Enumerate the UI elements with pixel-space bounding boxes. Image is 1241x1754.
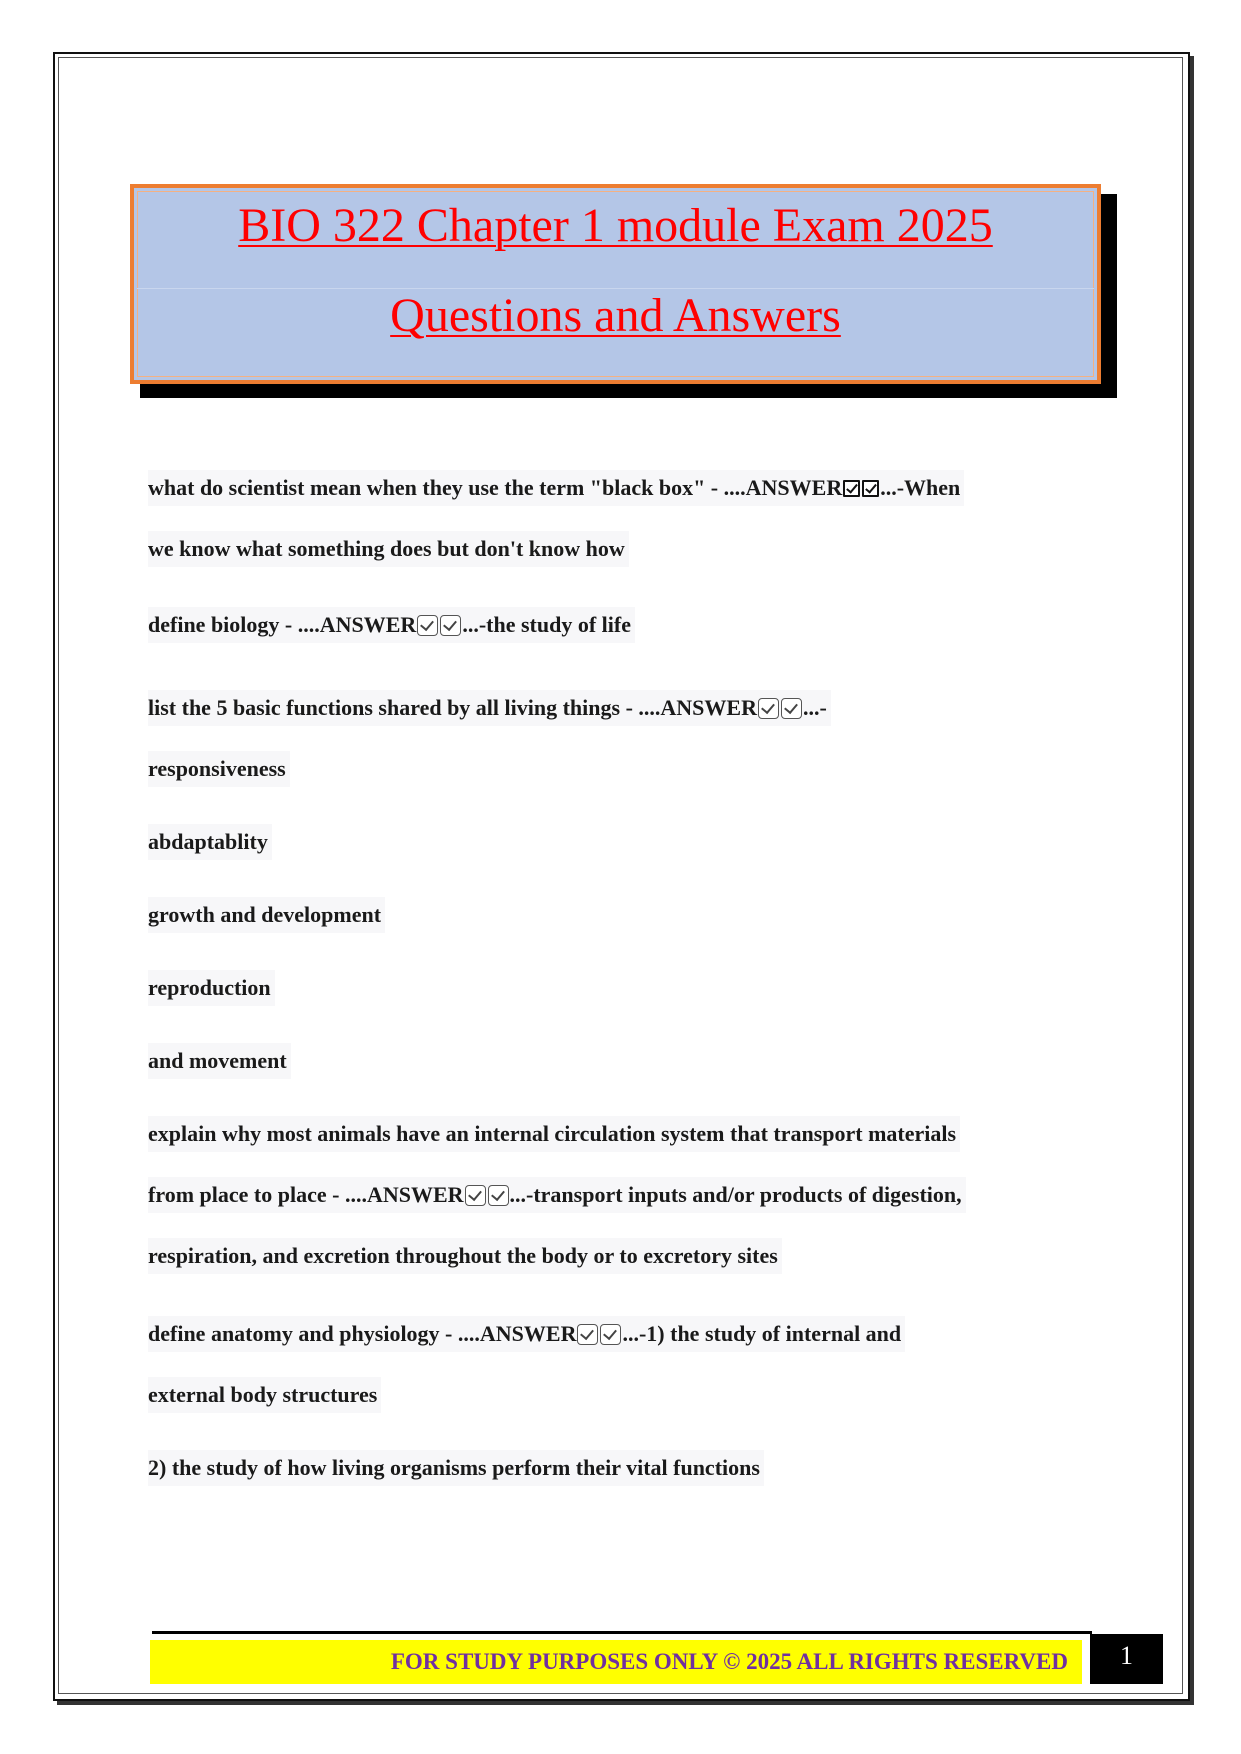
title-line-2: Questions and Answers [390,289,841,342]
check-icon [440,615,461,636]
qa-answer-text: ...-When [880,475,961,500]
answer-marker: ....ANSWER [297,612,417,637]
qa-answer-text: ...-transport inputs and/or products of digestion, [509,1182,962,1207]
qa-line: abdaptablity [148,824,272,860]
check-icon [758,698,779,719]
check-icon [465,1185,486,1206]
qa-line [148,607,635,643]
qa-line [148,690,831,726]
footer-bar [150,1640,1082,1684]
answer-marker: ....ANSWER [723,475,843,500]
qa-line: we know what something does but don't know how [148,531,629,567]
checkbox-icon [862,480,879,497]
qa-line [148,470,964,506]
check-icon [417,615,438,636]
answer-marker: ....ANSWER [638,695,757,720]
qa-line: reproduction [148,970,275,1006]
qa-line: and movement [148,1043,291,1079]
check-icon [781,698,802,719]
qa-line: responsiveness [148,751,290,787]
footer-text: FOR STUDY PURPOSES ONLY © 2025 ALL RIGHTS RESERVED [390,1649,1068,1674]
title-line-1: BIO 322 Chapter 1 module Exam 2025 [238,199,993,252]
answer-marker: ....ANSWER [457,1321,577,1346]
qa-line: 2) the study of how living organisms perform their vital functions [148,1450,764,1486]
qa-question-text: list the 5 basic functions shared by all living things - [148,695,639,720]
qa-answer-text: ...-the study of life [462,612,631,637]
footer-rule [152,1631,1092,1634]
qa-answer-text: ...- [802,695,827,720]
qa-line [148,1177,966,1213]
check-icon [488,1185,509,1206]
qa-question-text: define biology - [148,612,298,637]
qa-answer-text: ...-1) the study of internal and [622,1321,902,1346]
qa-line: growth and development [148,897,385,933]
page-number: 1 [1090,1634,1163,1684]
qa-line: external body structures [148,1377,381,1413]
title-box [130,184,1101,384]
qa-line [148,1316,905,1352]
answer-marker: ....ANSWER [344,1182,464,1207]
qa-question-text: what do scientist mean when they use the term "black box" - [148,475,724,500]
qa-question-text: define anatomy and physiology - [148,1321,458,1346]
qa-question-text: from place to place - [148,1182,345,1207]
checkbox-icon [843,480,860,497]
qa-line: explain why most animals have an internal circulation system that transport materials [148,1116,960,1152]
check-icon [600,1324,621,1345]
qa-line: respiration, and excretion throughout the body or to excretory sites [148,1238,782,1274]
check-icon [577,1324,598,1345]
